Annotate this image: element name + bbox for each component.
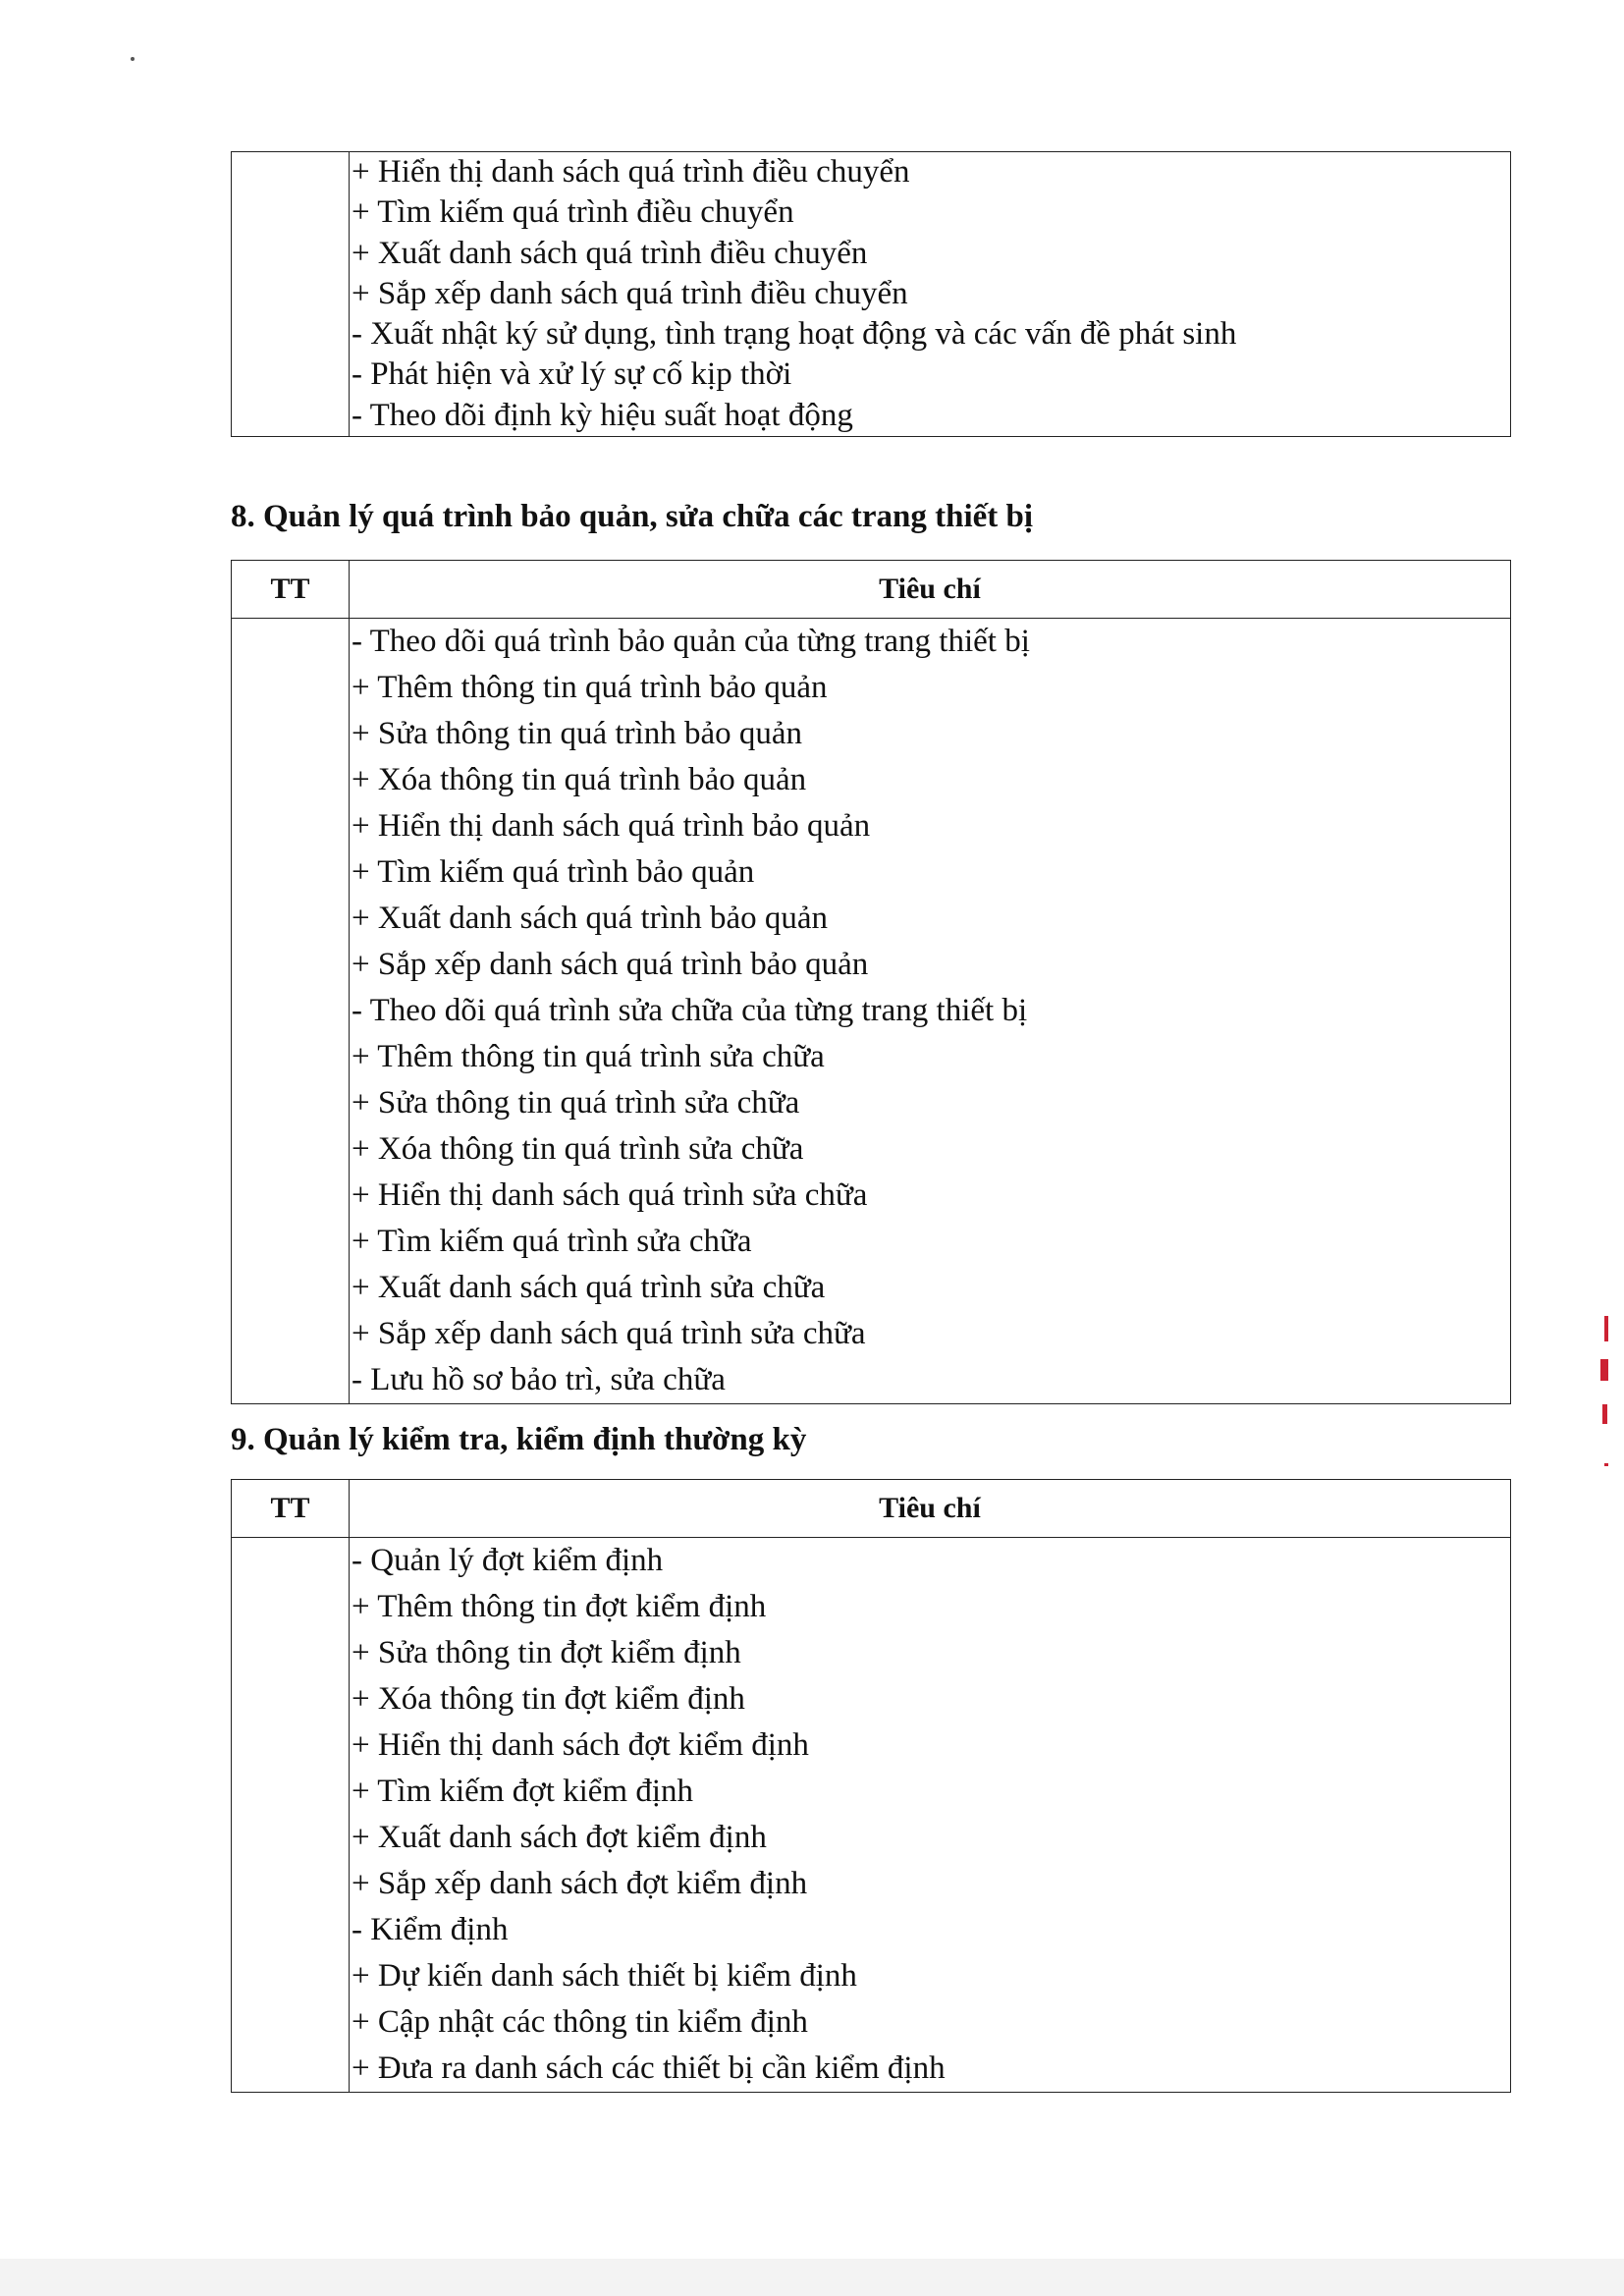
list-item: + Cập nhật các thông tin kiểm định	[352, 2004, 808, 2040]
scan-speck	[131, 57, 135, 61]
stamp-edge-mark	[1600, 1359, 1608, 1381]
list-item: + Hiển thị danh sách quá trình điều chuyển	[352, 154, 910, 190]
tt-cell	[232, 1538, 350, 2093]
list-item: + Xuất danh sách đợt kiểm định	[352, 1820, 767, 1855]
list-item: + Sắp xếp danh sách quá trình sửa chữa	[352, 1316, 866, 1351]
list-item: - Phát hiện và xử lý sự cố kịp thời	[352, 356, 792, 393]
list-item: + Dự kiến danh sách thiết bị kiểm định	[352, 1958, 857, 1994]
list-item: - Theo dõi định kỳ hiệu suất hoạt động	[352, 397, 853, 433]
list-item: - Theo dõi quá trình bảo quản của từng trang thiết bị	[352, 624, 1030, 659]
list-item: + Tìm kiếm quá trình sửa chữa	[352, 1224, 752, 1259]
table-row	[232, 152, 1511, 437]
list-item: + Hiển thị danh sách quá trình sửa chữa	[352, 1177, 868, 1213]
section-8-heading: 8. Quản lý quá trình bảo quản, sửa chữa các trang thiết bị	[231, 499, 1034, 534]
tt-cell	[232, 619, 350, 1404]
table-header-row	[232, 561, 1511, 619]
table-header-row	[232, 1480, 1511, 1538]
list-item: + Sắp xếp danh sách quá trình điều chuyển	[352, 275, 908, 311]
criteria-cell	[350, 619, 1511, 1404]
list-item: + Thêm thông tin đợt kiểm định	[352, 1589, 767, 1624]
list-item: - Kiểm định	[352, 1912, 509, 1947]
list-item: + Xuất danh sách quá trình bảo quản	[352, 901, 829, 936]
tt-cell	[232, 152, 350, 437]
table-row	[232, 619, 1511, 1404]
list-item: + Sửa thông tin đợt kiểm định	[352, 1635, 741, 1670]
criteria-list	[350, 1538, 1510, 2092]
list-item: + Hiển thị danh sách quá trình bảo quản	[352, 808, 871, 844]
list-item: + Đưa ra danh sách các thiết bị cần kiểm định	[352, 2050, 946, 2086]
list-item: - Quản lý đợt kiểm định	[352, 1543, 664, 1578]
column-header-tt: TT	[232, 561, 350, 619]
criteria-list	[350, 152, 1510, 436]
criteria-table-section-8	[231, 560, 1511, 1404]
list-item: + Sửa thông tin quá trình bảo quản	[352, 716, 803, 751]
list-item: + Thêm thông tin quá trình sửa chữa	[352, 1039, 825, 1074]
list-item: - Xuất nhật ký sử dụng, tình trạng hoạt động và các vấn đề phát sinh	[352, 316, 1237, 353]
column-header-criteria: Tiêu chí	[350, 1480, 1511, 1538]
stamp-edge-mark	[1604, 1463, 1608, 1466]
list-item: + Xóa thông tin đợt kiểm định	[352, 1681, 745, 1717]
stamp-edge-mark	[1604, 1316, 1608, 1341]
scan-bottom-margin	[0, 2259, 1624, 2296]
list-item: - Theo dõi quá trình sửa chữa của từng trang thiết bị	[352, 993, 1028, 1028]
list-item: + Xóa thông tin quá trình bảo quản	[352, 762, 807, 797]
criteria-cell	[350, 1538, 1511, 2093]
criteria-list	[350, 619, 1510, 1403]
list-item: + Hiển thị danh sách đợt kiểm định	[352, 1727, 809, 1763]
list-item: + Tìm kiếm quá trình điều chuyển	[352, 194, 794, 231]
section-9-heading: 9. Quản lý kiểm tra, kiểm định thường kỳ	[231, 1422, 807, 1457]
list-item: + Xóa thông tin quá trình sửa chữa	[352, 1131, 804, 1167]
list-item: + Xuất danh sách quá trình điều chuyển	[352, 235, 868, 271]
criteria-table-section-9	[231, 1479, 1511, 2093]
column-header-tt: TT	[232, 1480, 350, 1538]
column-header-criteria: Tiêu chí	[350, 561, 1511, 619]
list-item: + Thêm thông tin quá trình bảo quản	[352, 670, 828, 705]
list-item: - Lưu hồ sơ bảo trì, sửa chữa	[352, 1362, 726, 1397]
criteria-cell	[350, 152, 1511, 437]
stamp-edge-mark	[1602, 1404, 1607, 1424]
criteria-table-continued	[231, 151, 1511, 437]
list-item: + Sắp xếp danh sách quá trình bảo quản	[352, 947, 869, 982]
list-item: + Tìm kiếm đợt kiểm định	[352, 1774, 694, 1809]
list-item: + Sắp xếp danh sách đợt kiểm định	[352, 1866, 808, 1901]
list-item: + Xuất danh sách quá trình sửa chữa	[352, 1270, 826, 1305]
list-item: + Tìm kiếm quá trình bảo quản	[352, 854, 755, 890]
list-item: + Sửa thông tin quá trình sửa chữa	[352, 1085, 800, 1121]
table-row	[232, 1538, 1511, 2093]
